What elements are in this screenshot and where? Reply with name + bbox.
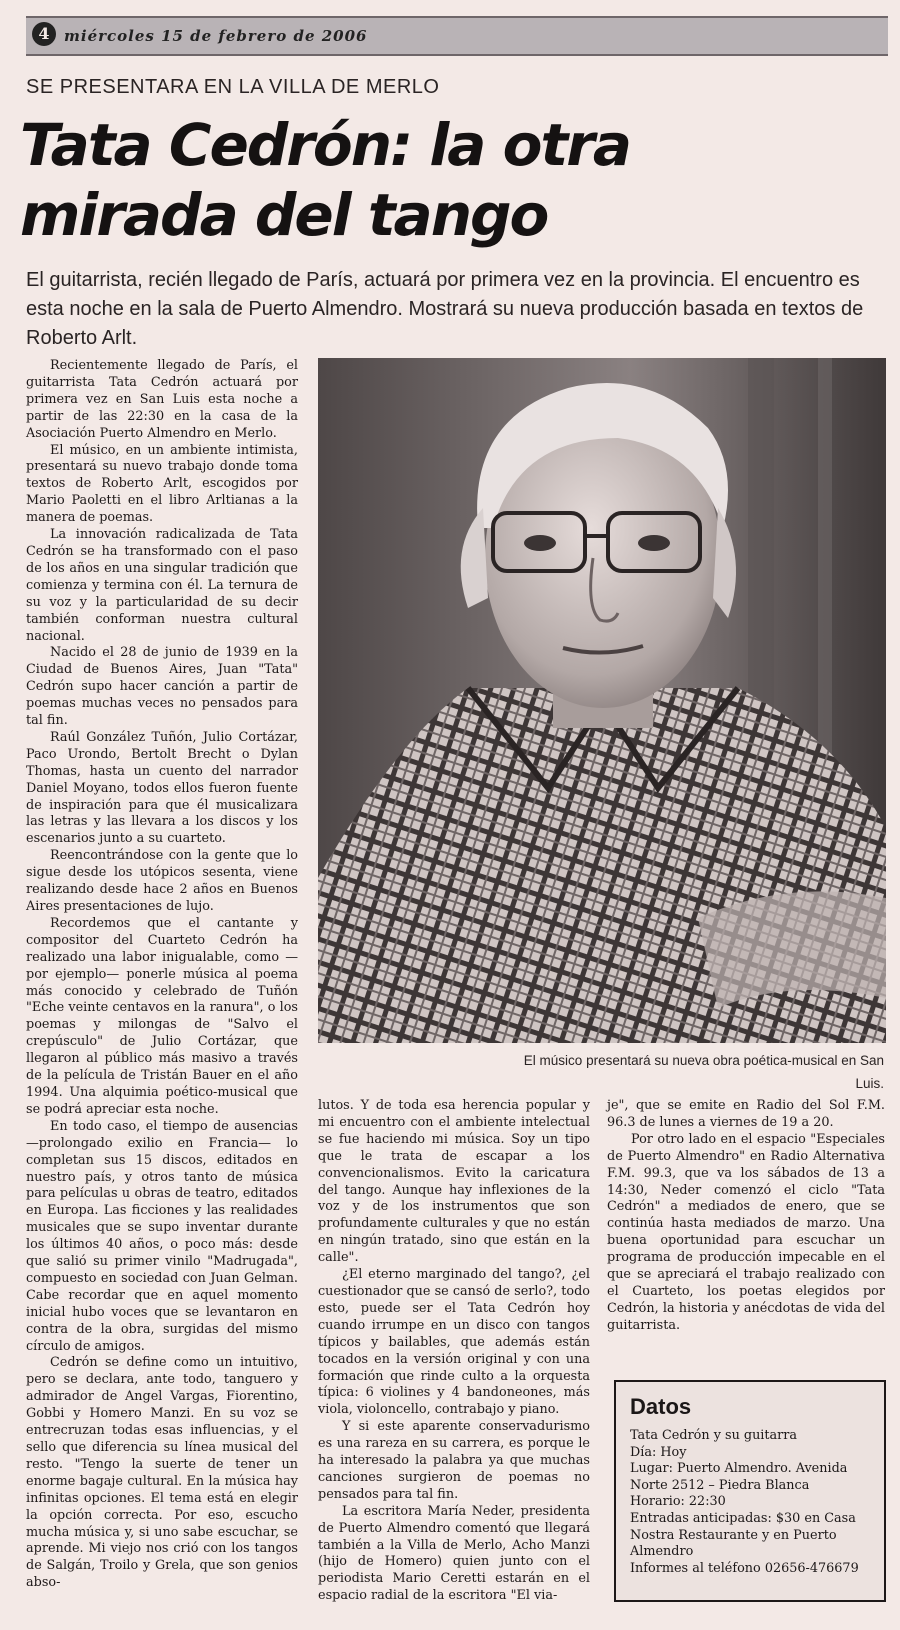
issue-date: miércoles 15 de febrero de 2006 — [64, 27, 368, 45]
event-info-box — [614, 1380, 886, 1602]
article-column-2 — [318, 1098, 590, 1605]
paragraph: Recordemos que el cantante y compositor del Cuarteto Cedrón ha realizado una labor inigualable, como —por ejemplo— ponerle música al poema más conocido y celebrado de Tuñón "Eche veinte centavos en la ranura", o los poemas y milongas de "Salvo el crepúsculo" de Julio Cortázar, que llegaron al público más masivo a través de la película de Tristán Bauer en el año 1994. Una alquimia poético-musical que se podrá apreciar esta noche. — [26, 915, 298, 1117]
info-box-title: Datos — [630, 1394, 692, 1419]
page-number: 4 — [32, 22, 56, 46]
paragraph: ¿El eterno marginado del tango?, ¿el cuestionador que se cansó de serlo?, todo esto, puede ser el Tata Cedrón hoy cuando irrumpe en un disco con tangos típicos y bailables, que además están tocados en la versión original y con una formación que rinde culto a la orquesta típica: 6 violines y 4 bandoneones, más viola, violoncello, contrabajo y piano. — [318, 1267, 590, 1418]
paragraph: Nacido el 28 de junio de 1939 en la Ciudad de Buenos Aires, Juan "Tata" Cedrón supo hacer canción a partir de poemas muchas veces no pensados para tal fin. — [26, 645, 298, 729]
article-dek: El guitarrista, recién llegado de París, actuará por primera vez en la provincia. El encuentro es esta noche en la sala de Puerto Almendro. Mostrará su nueva producción basada en textos de Roberto Arlt. — [26, 269, 864, 349]
info-line-event: Tata Cedrón y su guitarra — [630, 1428, 798, 1443]
paragraph: En todo caso, el tiempo de ausencias —prolongado exilio en Francia— lo completan sus 15 discos, editados en nuestro país, y otros tanto de música para películas u obras de teatro, editados en Europa. Las ficciones y las realidades musicales que se supo inventar durante los últimos 40 años, o poco más: desde que salió su primer vinilo "Madrugada", compuesto en sociedad con Juan Gelman. Cabe recordar que en aquel momento inicial hubo voces que se levantaron en contra de la obra, surgidas del mismo círculo de amigos. — [26, 1118, 298, 1354]
paragraph: Recientemente llegado de París, el guitarrista Tata Cedrón actuará por primera vez en San Luis esta noche a partir de las 22:30 en la casa de la Asociación Puerto Almendro en Merlo. — [26, 358, 298, 441]
photo-caption: El músico presentará su nueva obra poética-musical en San Luis. — [523, 1053, 884, 1091]
paragraph: Y si este aparente conservadurismo es una rareza en su carrera, es porque le ha interesado la palabra ya que muchas canciones surgieron de poemas no pensados para tal fin. — [318, 1419, 590, 1502]
info-line-day: Día: Hoy — [630, 1444, 687, 1460]
paragraph: La innovación radicalizada de Tata Cedrón se ha transformado con el paso de los años en una singular tradición que comienza y termina con él. La ternura de su voz y la particularidad de su decir también conforman nuestra cultural nacional. — [26, 527, 298, 644]
portrait-photo — [318, 358, 886, 1043]
paragraph: je", que se emite en Radio del Sol F.M. 96.3 de lunes a viernes de 19 a 20. — [607, 1098, 885, 1130]
info-line-time: Horario: 22:30 — [630, 1494, 726, 1510]
info-line-tickets: Entradas anticipadas: $30 en Casa Nostra Restaurante y en Puerto Almendro — [630, 1510, 856, 1560]
paragraph: lutos. Y de toda esa herencia popular y mi encuentro con el ambiente intelectual se fue haciendo mi música. Soy un tipo que le trata de escapar a los convencionalismos. Evito la caricatura del tango. Aunque hay inflexiones de la voz y de los instrumentos que son profundamente culturales y que no están en ningún tratado, sino que están en la calle". — [318, 1098, 590, 1266]
paragraph: El músico, en un ambiente intimista, presentará su nuevo trabajo donde toma textos de Roberto Arlt, escogidos por Mario Paoletti en el libro Arltianas a la manera de poemas. — [26, 442, 298, 526]
portrait-illustration — [318, 358, 886, 1043]
paragraph: La escritora María Neder, presidenta de Puerto Almendro comentó que llegará también a la Villa de Merlo, Acho Manzi (hijo de Homero) quien junto con el periodista Mario Ceretti estarán en el espacio radial de la escritora "El via- — [318, 1503, 590, 1604]
page-header-bar — [26, 16, 888, 56]
article-kicker: SE PRESENTARA EN LA VILLA DE MERLO — [26, 76, 440, 98]
info-line-venue: Lugar: Puerto Almendro. Avenida Norte 2512 – Piedra Blanca — [630, 1461, 848, 1493]
article-column-3 — [607, 1098, 885, 1335]
article-headline: Tata Cedrón: la otra mirada del tango — [20, 111, 630, 249]
paragraph: Reencontrándose con la gente que lo sigue desde los utópicos sesenta, viene realizando desde hace 2 años en Buenos Aires presentaciones de lujo. — [26, 848, 298, 914]
article-column-1 — [26, 358, 298, 1592]
paragraph: Por otro lado en el espacio "Especiales de Puerto Almendro" en Radio Alternativa F.M. 99.3, que va los sábados de 13 a 14:30, Neder comenzó el ciclo "Tata Cedrón" a mediados de enero, que se continúa hasta mediados de marzo. Una buena oportunidad para escuchar un programa de producción impecable en el que se apreciará el trabajo realizado con el Cuarteto, los poetas elegidos por Cedrón, la historia y anécdotas de vida del guitarrista. — [607, 1131, 885, 1333]
info-line-phone: Informes al teléfono 02656-476679 — [630, 1560, 859, 1576]
paragraph: Cedrón se define como un intuitivo, pero se declara, ante todo, tanguero y admirador de Angel Vargas, Fiorentino, Gobbi y Homero Manzi. En su voz se entrecruzan todas esas influencias, y el sello que diferencia su línea musical del resto. "Tengo la suerte de tener un enorme bagaje cultural. En la música hay infinitas opciones. El tema está en elegir la opción correcta. Por eso, escucho mucha música y, si uno sabe escuchar, se aprende. Mi viejo nos crió con los tangos de Salgán, Troilo y Grela, que son genios abso- — [26, 1355, 298, 1591]
paragraph: Raúl González Tuñón, Julio Cortázar, Paco Urondo, Bertolt Brecht o Dylan Thomas, hasta un cuento del narrador Daniel Moyano, todos ellos fueron fuente de inspiración para que él musicalizara las letras y las llevara a los discos y los escenarios junto a su cuarteto. — [26, 729, 298, 847]
